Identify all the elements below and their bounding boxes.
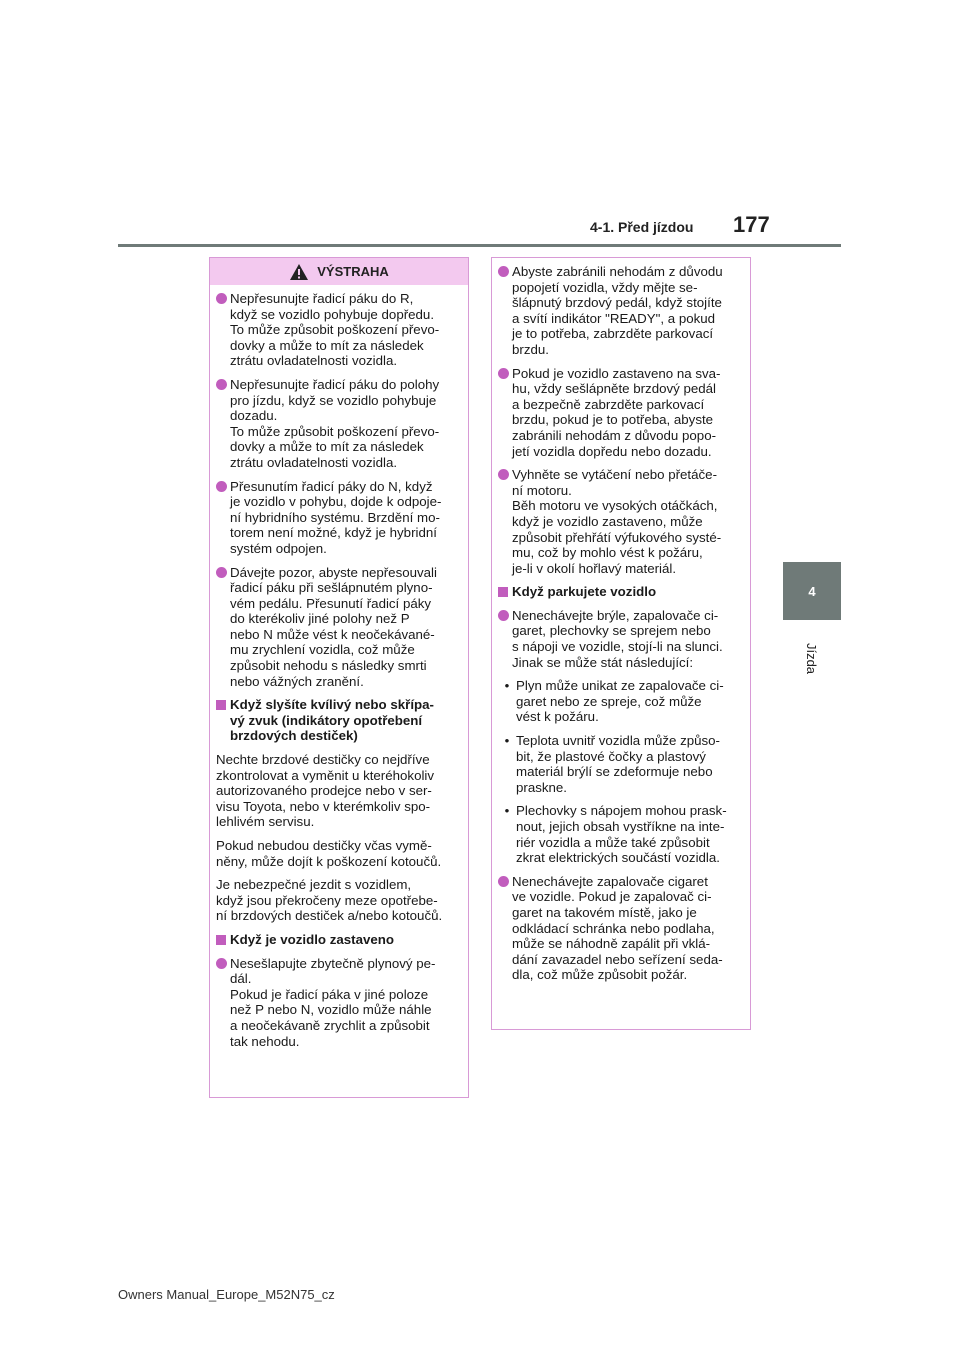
text-line: dání zavazadel nebo seřízení seda-: [512, 951, 723, 967]
text-line: Plyn může unikat ze zapalovače ci-: [516, 678, 724, 694]
text-line: jetí vozidla dopředu nebo dozadu.: [512, 443, 712, 459]
chapter-number: 4: [808, 583, 816, 599]
warning-triangle-icon: [289, 263, 309, 281]
text-line: dovky a může to mít za následek: [230, 337, 424, 353]
text-line: ní hybridního systému. Brzdění mo-: [230, 509, 440, 525]
footer-text: Owners Manual_Europe_M52N75_cz: [118, 1287, 335, 1302]
text-line: je to potřeba, zabrzděte parkovací: [512, 326, 714, 342]
text-line: Nepřesunujte řadicí páku do R,: [230, 291, 414, 306]
text-line: vést k požáru.: [516, 709, 599, 725]
text-line: ve vozidle. Pokud je zapalovač ci-: [512, 889, 712, 905]
text-line: praskne.: [516, 779, 567, 795]
heading-square-icon: [216, 700, 226, 710]
sub-list-item: [498, 733, 744, 795]
text-line: dovky a může to mít za následek: [230, 439, 424, 455]
heading-square-icon: [216, 935, 226, 945]
text-line: když se vozidlo pohybuje dopředu.: [230, 306, 435, 322]
text-line: Nenechávejte zapalovače cigaret: [512, 873, 708, 889]
text-line: systém odpojen.: [230, 540, 327, 556]
text-line: způsobit přehřátí výfukového systé-: [512, 529, 722, 545]
text-line: je-li v okolí hořlavý materiál.: [512, 560, 677, 576]
text-line: Běh motoru ve vysokých otáčkách,: [512, 498, 718, 514]
bullet-dot-icon: [216, 481, 227, 492]
text-line: mu, což by mohlo vést k požáru,: [512, 545, 703, 561]
sub-list-item: [498, 803, 744, 865]
page-number: 177: [733, 212, 770, 237]
text-line: Pokud je řadicí páka v jiné poloze: [230, 986, 429, 1002]
text-line: dozadu.: [230, 408, 278, 424]
text-line: s nápoji ve vozidle, stojí-li na slunci.: [512, 639, 723, 655]
text-line: šlápnutý brzdový pedál, když stojíte: [512, 295, 722, 311]
text-line: zkontrolovat a vyměnit u kteréhokoliv: [216, 767, 435, 783]
text-line: bit, že plastové čočky a plastový: [516, 748, 706, 764]
bullet-dot-icon: [498, 876, 509, 887]
text-line: je vozidlo v pohybu, dojde k odpoje-: [230, 494, 442, 510]
paragraph: [216, 752, 462, 830]
text-line: Pokud je vozidlo zastaveno na sva-: [512, 365, 721, 381]
bullet-small-icon: •: [504, 678, 510, 694]
text-line: Nenechávejte brýle, zapalovače ci-: [512, 607, 719, 623]
text-line: může se náhodně zapálit při vklá-: [512, 936, 711, 952]
text-line: Abyste zabránili nehodám z důvodu: [512, 264, 723, 279]
list-item: [216, 377, 462, 471]
section-title: 4-1. Před jízdou: [590, 219, 694, 235]
text-line: To může způsobit poškození převo-: [230, 423, 440, 439]
paragraph: [216, 838, 462, 869]
text-line: garet nebo ze spreje, což může: [516, 693, 702, 709]
text-line: mu zrychlení vozidla, což může: [230, 642, 415, 658]
text-line: ztrátu ovladatelnosti vozidla.: [230, 454, 398, 470]
text-line: pro jízdu, když se vozidlo pohybuje: [230, 392, 437, 408]
text-line: Teplota uvnitř vozidla může způso-: [516, 733, 720, 749]
list-item: [498, 874, 744, 983]
text-line: garet na takovém místě, jako je: [512, 904, 697, 920]
list-item: [216, 565, 462, 690]
bullet-dot-icon: [216, 958, 227, 969]
bullet-dot-icon: [498, 469, 509, 480]
list-item: [498, 366, 744, 460]
text-line: když je vozidlo zastaveno, může: [512, 513, 703, 529]
text-line: ní motoru.: [512, 482, 572, 498]
text-line: ztrátu ovladatelnosti vozidla.: [230, 353, 398, 369]
list-item: [216, 956, 462, 1050]
text-line: lehlivém servisu.: [216, 814, 315, 830]
text-line: když jsou překročeny meze opotřebe-: [216, 892, 438, 908]
text-line: Nesešlapujte zbytečně plynový pe-: [230, 955, 436, 971]
list-item: [216, 291, 462, 369]
chapter-tab: [783, 562, 841, 620]
chapter-label: Jízda: [804, 642, 820, 674]
bullet-dot-icon: [216, 567, 227, 578]
text-line: Je nebezpečné jezdit s vozidlem,: [216, 877, 412, 893]
text-line: něny, může dojít k poškození kotoučů.: [216, 853, 442, 869]
text-line: Nechte brzdové destičky co nejdříve: [216, 752, 430, 768]
text-line: autorizovaného prodejce nebo v ser-: [216, 783, 432, 799]
text-line: způsobit nehodu s následky smrti: [230, 658, 427, 674]
text-line: odkládací schránka nebo podlaha,: [512, 920, 715, 936]
text-line: nebo N může vést k neočekávané-: [230, 626, 435, 642]
heading-square-icon: [498, 587, 508, 597]
subheading: [498, 584, 744, 600]
text-line: ní brzdových destiček a/nebo kotoučů.: [216, 908, 443, 924]
bullet-dot-icon: [216, 293, 227, 304]
warning-header: [210, 258, 468, 285]
bullet-dot-icon: [216, 379, 227, 390]
bullet-dot-icon: [498, 610, 509, 621]
text-line: brzdových destiček): [230, 728, 358, 744]
text-line: dál.: [230, 971, 252, 987]
text-line: a bezpečně zabrzděte parkovací: [512, 396, 705, 412]
text-line: Jinak se může stát následující:: [512, 654, 694, 670]
subheading: [216, 932, 462, 948]
subheading: [216, 697, 462, 744]
text-line: materiál brýlí se zdeformuje nebo: [516, 764, 713, 780]
bullet-dot-icon: [498, 368, 509, 379]
text-line: tak nehodu.: [230, 1033, 300, 1049]
text-line: a neočekávaně zrychlit a způsobit: [230, 1017, 430, 1033]
text-line: zabránili nehodám z důvodu popo-: [512, 427, 717, 443]
text-line: garet, plechovky se sprejem nebo: [512, 623, 711, 639]
text-line: Vyhněte se vytáčení nebo přetáče-: [512, 467, 717, 483]
text-line: riér vozidla a může také způsobit: [516, 834, 710, 850]
paragraph: [216, 877, 462, 924]
text-line: popojetí vozidla, vždy mějte se-: [512, 279, 698, 295]
text-line: zkrat elektrických součástí vozidla.: [516, 850, 720, 866]
bullet-small-icon: •: [504, 733, 510, 749]
text-line: To může způsobit poškození převo-: [230, 322, 440, 338]
text-line: Dávejte pozor, abyste nepřesouvali: [230, 564, 437, 580]
text-line: torem není možné, když je hybridní: [230, 525, 437, 541]
list-item: [498, 264, 744, 358]
sub-list-item: [498, 678, 744, 725]
text-line: dla, což může způsobit požár.: [512, 967, 688, 983]
text-line: nout, jejich obsah vystříkne na inte-: [516, 819, 725, 834]
list-item: [216, 479, 462, 557]
text-line: nebo vážných zranění.: [230, 673, 364, 689]
text-line: Pokud nebudou destičky včas vymě-: [216, 838, 432, 853]
text-line: a svítí indikátor "READY", a pokud: [512, 310, 716, 326]
text-line: brzdu.: [512, 341, 549, 357]
text-line: Když slyšíte kvílivý nebo skřípa-: [230, 697, 434, 713]
warning-box: [209, 257, 469, 1098]
text-line: Přesunutím řadicí páky do N, když: [230, 478, 433, 494]
text-line: hu, vždy sešlápněte brzdový pedál: [512, 381, 717, 397]
bullet-dot-icon: [498, 266, 509, 277]
text-line: Plechovky s nápojem mohou prask-: [516, 803, 727, 819]
text-line: do kterékoliv jiné polohy než P: [230, 611, 410, 627]
text-line: visu Toyota, nebo v kterémkoliv spo-: [216, 798, 431, 814]
list-item: [498, 608, 744, 670]
warning-box-continued: [491, 257, 751, 1030]
warning-title: VÝSTRAHA: [317, 264, 389, 279]
header-rule: [118, 244, 841, 247]
text-line: Když parkujete vozidlo: [512, 584, 657, 600]
text-line: Když je vozidlo zastaveno: [230, 931, 395, 947]
text-line: vém pedálu. Přesunutí řadicí páky: [230, 595, 432, 611]
text-line: vý zvuk (indikátory opotřebení: [230, 712, 423, 728]
text-line: Nepřesunujte řadicí páku do polohy: [230, 376, 440, 392]
text-line: řadicí páku při sešlápnutém plyno-: [230, 580, 433, 596]
text-line: než P nebo N, vozidlo může náhle: [230, 1002, 432, 1018]
text-line: brzdu, pokud je to potřeba, abyste: [512, 412, 714, 428]
bullet-small-icon: •: [504, 803, 510, 819]
list-item: [498, 467, 744, 576]
